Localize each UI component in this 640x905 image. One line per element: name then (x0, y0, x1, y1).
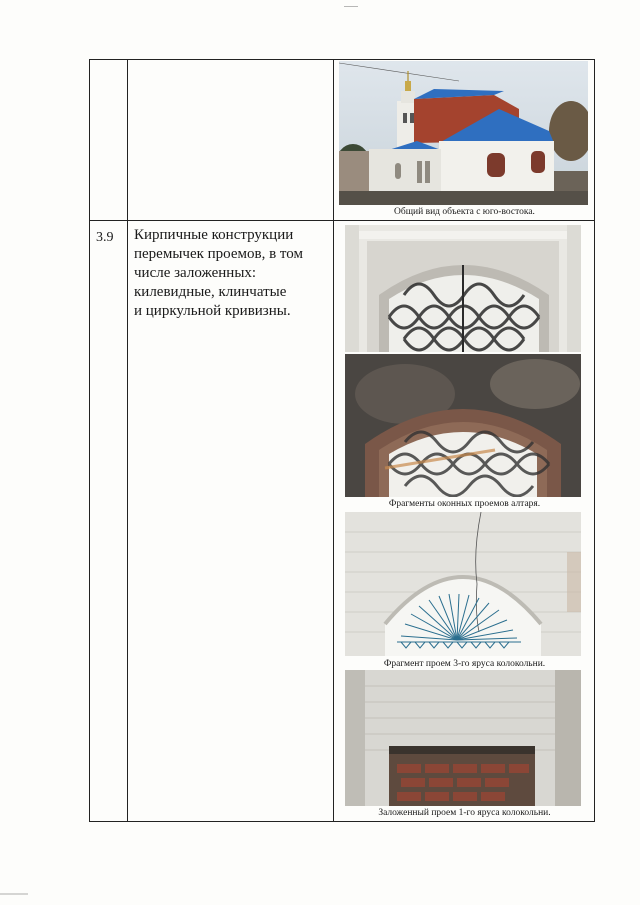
row-description (134, 226, 324, 321)
altar-window-photo-2 (345, 354, 581, 497)
description-line: числе заложенных: (134, 265, 257, 281)
table-divider-num (127, 59, 128, 821)
scan-mark (344, 6, 358, 10)
description-line: перемычек проемов, в том (134, 246, 303, 262)
table-divider-desc (333, 59, 334, 821)
description-line: Кирпичные конструкции (134, 227, 294, 243)
caption-church: Общий вид объекта с юго-востока. (394, 207, 535, 217)
tier3-arch-photo (345, 512, 581, 656)
caption-tier3: Фрагмент проем 3-го яруса колокольни. (383, 659, 546, 669)
caption-altar: Фрагменты оконных проемов алтаря. (388, 499, 541, 509)
caption-tier1: Заложенный проем 1-го яруса колокольни. (378, 808, 551, 818)
description-line: килевидные, клинчатые (134, 284, 287, 300)
table-border-left (89, 59, 90, 821)
table-border-bottom (89, 821, 595, 822)
row-number: 3.9 (96, 230, 114, 245)
tier1-opening-photo (345, 670, 581, 806)
scan-edge-mark (0, 893, 28, 895)
altar-window-photo-1 (345, 225, 581, 352)
description-line: и циркульной кривизны. (134, 303, 291, 319)
table-row-divider (89, 220, 595, 221)
table-border-top (89, 59, 595, 60)
table-border-right (594, 59, 595, 821)
church-photo (339, 61, 588, 205)
